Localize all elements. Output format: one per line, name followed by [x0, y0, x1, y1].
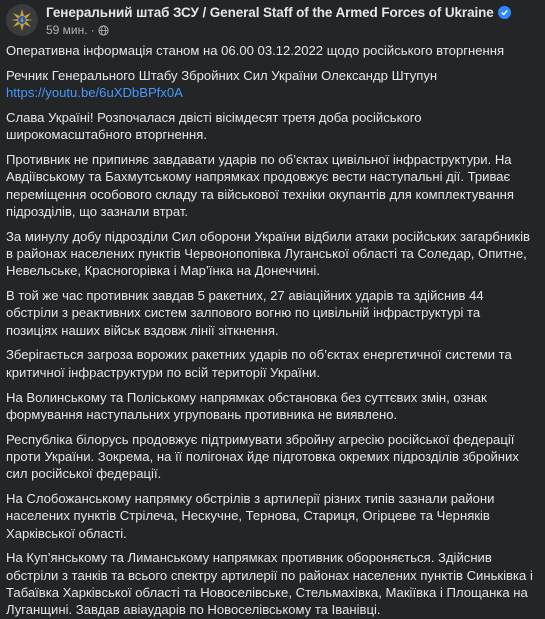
post-paragraph: На Волинському та Поліському напрямках обстановка без суттєвих змін, ознак формування наступальних угруповань противника не виявлено.	[6, 389, 487, 422]
post-paragraph: За минулу добу підрозділи Сил оборони України відбили атаки російських загарбників в районах населених пунктів Червонопопівка Луганської області та Соледар, Опитне, Невельське, Красногорівка і Мар’їнка на Донеччині.	[6, 228, 531, 279]
separator-dot: ·	[90, 23, 95, 37]
post-paragraph: Речник Генерального Штабу Збройних Сил України Олександр Штупун	[6, 67, 438, 83]
verified-badge-icon	[498, 6, 511, 19]
post-paragraph: Противник не припиняє завдавати ударів по об’єктах цивільної інфраструктури. На Авдіївському та Бахмутському напрямках продовжує вести наступальні дії. Триває переміщення особового складу та військової техніки окупантів для комплектування підрозділів, що зазнали втрат.	[6, 151, 514, 219]
post-body	[0, 42, 545, 619]
time-row	[46, 22, 511, 38]
emblem-icon	[9, 7, 35, 33]
globe-icon[interactable]	[98, 25, 109, 36]
post-paragraph: Республіка білорусь продовжує підтримувати збройну агресію російської федерації проти України. Зокрема, на її полігонах йде підготовка окремих підрозділів збройних сил російської федерації.	[6, 431, 519, 482]
youtube-link[interactable]: https://youtu.be/6uXDbBPfx0A	[6, 85, 183, 101]
post-time[interactable]: 59 мин.	[46, 23, 88, 37]
post-paragraph: Оперативна інформація станом на 06.00 03.12.2022 щодо російського вторгнення	[6, 43, 505, 58]
page-avatar[interactable]	[6, 4, 38, 36]
post-paragraph: В той же час противник завдав 5 ракетних, 27 авіаційних ударів та здійснив 44 обстріли з реактивних систем залпового вогню по цивільній інфраструктурі та позиціях наших військ вздовж лінії зіткнення.	[6, 288, 484, 338]
post-paragraph: На Куп’янському та Лиманському напрямках противник обороняється. Здійснив обстріли з танків та всього спектру артилерії по районах населених пунктів Синьківка і Табаївка Харківської області та Новоселівське, Стельмахівка, Макіївка і Площанка на Луганщині. Завдав авіаударів по Новоселівському та Іванівці.	[6, 550, 533, 618]
author-row	[46, 2, 511, 22]
post-header	[0, 0, 545, 42]
post-meta	[46, 2, 511, 38]
post-paragraph: Слава Україні! Розпочалася двісті вісімдесят третя доба російського широкомасштабного вторгнення.	[6, 109, 422, 143]
author-name[interactable]: Генеральний штаб ЗСУ / General Staff of the Armed Forces of Ukraine	[46, 4, 494, 20]
post-paragraph: На Слобожанському напрямку обстрілів з артилерії різних типів зазнали райони населених пунктів Стрілеча, Нескучне, Тернова, Стариця, Огірцеве та Черняків Харківської області.	[6, 491, 495, 541]
post-paragraph: Зберігається загроза ворожих ракетних ударів по об’єктах енергетичної системи та критичної інфраструктури по всій території України.	[6, 347, 512, 380]
